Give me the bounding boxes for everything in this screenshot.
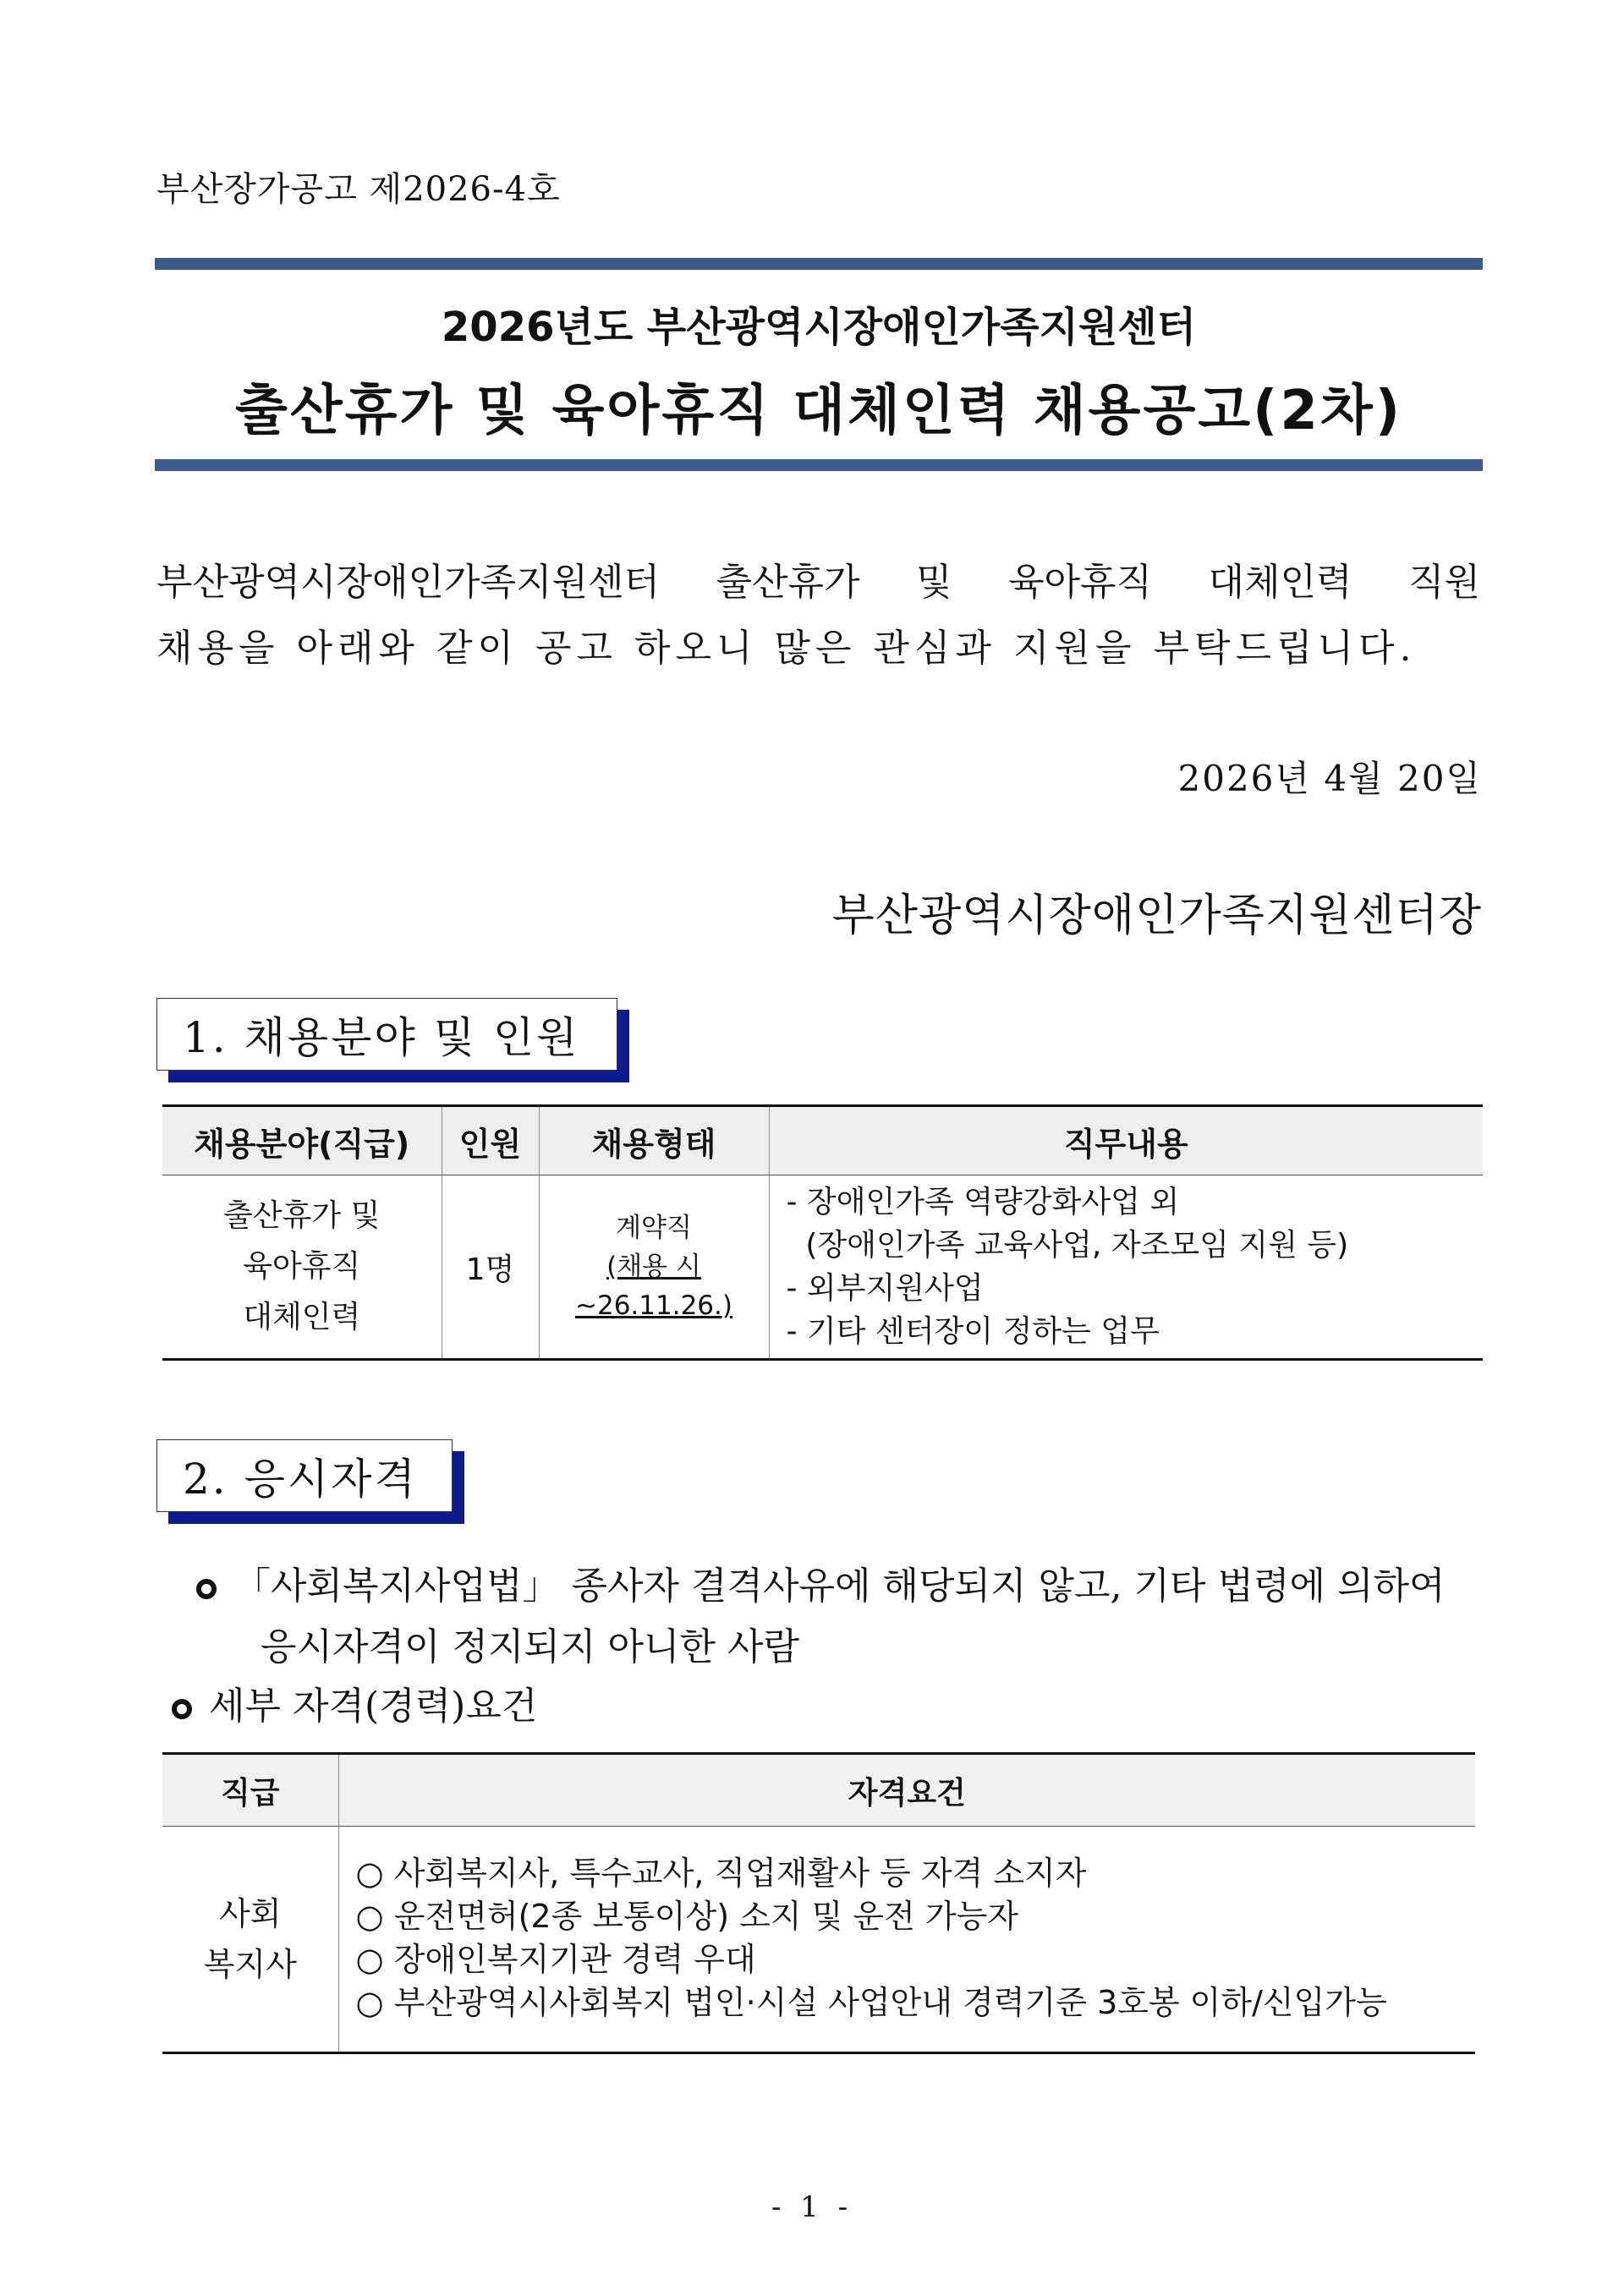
section-1-heading-label: 1. 채용분야 및 인원: [156, 998, 617, 1071]
field-cell: 출산휴가 및 육아휴직 대체인력: [162, 1175, 442, 1360]
column-header-grade: 직급: [162, 1754, 338, 1827]
eligibility-bullet-2: 세부 자격(경력)요건: [172, 1676, 537, 1737]
section-2-heading-label: 2. 응시자격: [156, 1439, 453, 1512]
qualification-table: [162, 1752, 1475, 2054]
announcement-date: 2026년 4월 20일: [1177, 758, 1482, 799]
column-header-type: 채용형태: [539, 1106, 769, 1175]
signer: 부산광역시장애인가족지원센터장: [831, 890, 1482, 941]
section-1-heading: [156, 998, 617, 1071]
column-header-count: 인원: [442, 1106, 539, 1175]
title-top-rule: [155, 258, 1483, 270]
column-header-duties: 직무내용: [769, 1106, 1483, 1175]
notice-number: 부산장가공고 제2026-4호: [156, 170, 561, 209]
title-bottom-rule: [155, 459, 1483, 471]
column-header-field: 채용분야(직급): [162, 1106, 442, 1175]
circle-bullet-icon: [172, 1699, 192, 1719]
intro-line-1: 부산광역시장애인가족지원센터 출산휴가 및 육아휴직 대체인력 직원: [156, 561, 1480, 604]
duties-cell: - 장애인가족 역량강화사업 외 (장애인가족 교육사업, 자조모임 지원 등) - 외부지원사업 - 기타 센터장이 정하는 업무: [769, 1175, 1483, 1360]
intro-line-2: 채용을 아래와 같이 공고 하오니 많은 관심과 지원을 부탁드립니다.: [156, 627, 1417, 670]
recruitment-table: [162, 1104, 1483, 1361]
grade-cell: 사회 복지사: [162, 1827, 338, 2053]
page-number: - 1 -: [771, 2190, 853, 2224]
circle-bullet-icon: [196, 1579, 217, 1599]
column-header-requirements: 자격요건: [338, 1754, 1475, 1827]
table-row: [162, 1175, 1483, 1360]
type-cell: 계약직 (채용 시 ~26.11.26.): [539, 1175, 769, 1360]
section-2-heading: [156, 1439, 453, 1512]
table-row: [162, 1827, 1475, 2053]
eligibility-bullet-1: 「사회복지사업법」 종사자 결격사유에 해당되지 않고, 기타 법령에 의하여: [196, 1556, 1482, 1617]
eligibility-bullet-1-cont: 응시자격이 정지되지 아니한 사람: [261, 1625, 800, 1669]
count-cell: 1명: [442, 1175, 539, 1360]
title-line-1: 2026년도 부산광역시장애인가족지원센터: [441, 304, 1197, 351]
requirements-cell: ○ 사회복지사, 특수교사, 직업재활사 등 자격 소지자 ○ 운전면허(2종 보통이상) 소지 및 운전 가능자 ○ 장애인복지기관 경력 우대 ○ 부산광역시사회복지 법인·시설 사업안내 경력기준 3호봉 이하/신입가능: [338, 1827, 1475, 2053]
page-title: 출산휴가 및 육아휴직 대체인력 채용공고(2차): [235, 380, 1402, 442]
